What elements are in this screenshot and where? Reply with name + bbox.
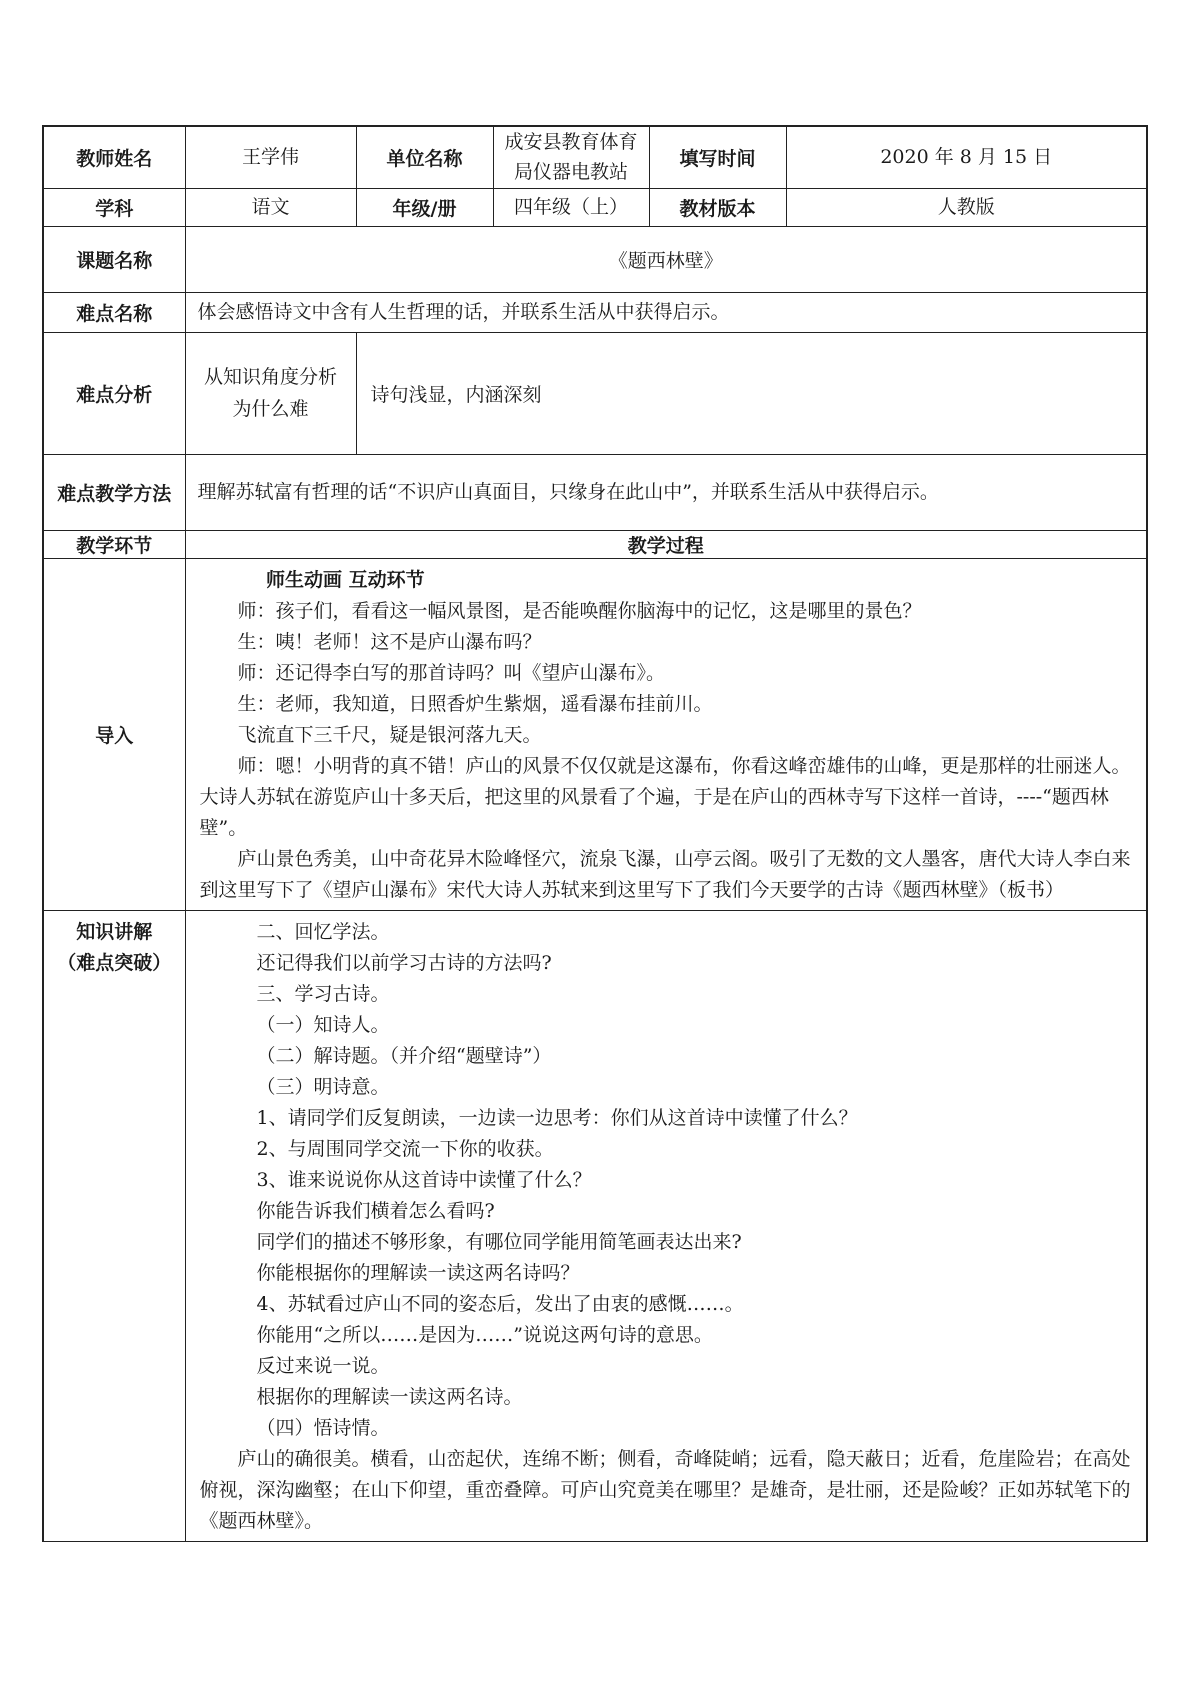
intro-label: 导入 bbox=[43, 558, 185, 910]
process-header: 教学过程 bbox=[185, 530, 1147, 558]
intro-line: 师：嗯！小明背的真不错！庐山的风景不仅仅就是这瀑布，你看这峰峦雄伟的山峰，更是那样的壮丽迷人。大诗人苏轼在游览庐山十多天后，把这里的风景看了个遍，于是在庐山的西林寺写下这样一首诗，----“题西林壁”。 bbox=[199, 754, 1131, 839]
knowledge-line: 2、与周围同学交流一下你的收获。 bbox=[256, 1137, 554, 1160]
intro-row bbox=[43, 558, 1147, 910]
knowledge-label bbox=[43, 910, 185, 1541]
difficulty-row bbox=[43, 292, 1147, 332]
lesson-plan-table bbox=[42, 125, 1148, 1542]
knowledge-line: 根据你的理解读一读这两名诗。 bbox=[256, 1385, 523, 1408]
knowledge-line: （一）知诗人。 bbox=[256, 1013, 390, 1036]
fill-date-value: 2020 年 8 月 15 日 bbox=[786, 126, 1147, 188]
knowledge-line: 你能用“之所以……是因为……”说说这两句诗的意思。 bbox=[256, 1323, 713, 1346]
method-row bbox=[43, 454, 1147, 530]
intro-line: 生：咦！老师！这不是庐山瀑布吗？ bbox=[237, 630, 542, 653]
intro-content bbox=[185, 558, 1147, 910]
header-row-2 bbox=[43, 188, 1147, 226]
knowledge-content bbox=[185, 910, 1147, 1541]
knowledge-line: 庐山的确很美。横看，山峦起伏，连绵不断；侧看，奇峰陡峭；远看，隐天蔽日；近看，危崖险岩；在高处俯视，深沟幽壑；在山下仰望，重峦叠障。可庐山究竟美在哪里？是雄奇，是壮丽，还是险峻？正如苏轼笔下的《题西林壁》。 bbox=[199, 1447, 1131, 1532]
grade-label: 年级/册 bbox=[356, 188, 493, 226]
knowledge-line: 还记得我们以前学习古诗的方法吗? bbox=[256, 951, 552, 974]
unit-name-value bbox=[493, 126, 649, 188]
knowledge-label-line-2: （难点突破） bbox=[57, 951, 172, 974]
knowledge-line: 1、请同学们反复朗读，一边读一边思考：你们从这首诗中读懂了什么？ bbox=[256, 1106, 858, 1129]
topic-row bbox=[43, 226, 1147, 292]
method-label: 难点教学方法 bbox=[43, 454, 185, 530]
intro-line: 师：还记得李白写的那首诗吗？叫《望庐山瀑布》。 bbox=[237, 661, 666, 684]
analysis-sub-line-2: 为什么难 bbox=[232, 398, 309, 420]
header-row-1 bbox=[43, 126, 1147, 188]
grade-value: 四年级（上） bbox=[493, 188, 649, 226]
knowledge-label-line-1: 知识讲解 bbox=[76, 920, 153, 943]
intro-line: 飞流直下三千尺，疑是银河落九天。 bbox=[237, 723, 542, 746]
analysis-sub-label bbox=[185, 332, 356, 454]
edition-value: 人教版 bbox=[786, 188, 1147, 226]
knowledge-line: 你能根据你的理解读一读这两名诗吗？ bbox=[256, 1261, 580, 1284]
process-header-row bbox=[43, 530, 1147, 558]
knowledge-line: 你能告诉我们横着怎么看吗? bbox=[256, 1199, 495, 1222]
knowledge-line: （三）明诗意。 bbox=[256, 1075, 390, 1098]
topic-label: 课题名称 bbox=[43, 226, 185, 292]
difficulty-value: 体会感悟诗文中含有人生哲理的话，并联系生活从中获得启示。 bbox=[185, 292, 1147, 332]
topic-title: 《题西林壁》 bbox=[185, 226, 1147, 292]
subject-value: 语文 bbox=[185, 188, 356, 226]
method-value: 理解苏轼富有哲理的话“不识庐山真面目，只缘身在此山中”，并联系生活从中获得启示。 bbox=[185, 454, 1147, 530]
teacher-name-value: 王学伟 bbox=[185, 126, 356, 188]
analysis-value: 诗句浅显，内涵深刻 bbox=[356, 332, 1147, 454]
subject-label: 学科 bbox=[43, 188, 185, 226]
teacher-name-label: 教师姓名 bbox=[43, 126, 185, 188]
intro-line: 庐山景色秀美，山中奇花异木险峰怪穴，流泉飞瀑，山亭云阁。吸引了无数的文人墨客，唐代大诗人李白来到这里写下了《望庐山瀑布》宋代大诗人苏轼来到这里写下了我们今天要学的古诗《题西林壁》（板书） bbox=[199, 847, 1131, 901]
unit-name-line-2: 局仪器电教站 bbox=[513, 161, 628, 184]
fill-date-label: 填写时间 bbox=[649, 126, 786, 188]
intro-line: 师：孩子们，看看这一幅风景图，是否能唤醒你脑海中的记忆，这是哪里的景色？ bbox=[237, 599, 922, 622]
analysis-label: 难点分析 bbox=[43, 332, 185, 454]
knowledge-line: （二）解诗题。（并介绍“题壁诗”） bbox=[256, 1044, 552, 1067]
unit-name-label: 单位名称 bbox=[356, 126, 493, 188]
stage-header: 教学环节 bbox=[43, 530, 185, 558]
analysis-row bbox=[43, 332, 1147, 454]
knowledge-line: （四）悟诗情。 bbox=[256, 1416, 390, 1439]
knowledge-line: 三、学习古诗。 bbox=[256, 982, 390, 1005]
intro-heading: 师生动画 互动环节 bbox=[266, 568, 425, 591]
unit-name-line-1: 成安县教育体育 bbox=[504, 131, 638, 154]
knowledge-line: 同学们的描述不够形象，有哪位同学能用简笔画表达出来? bbox=[256, 1230, 742, 1253]
knowledge-line: 4、苏轼看过庐山不同的姿态后，发出了由衷的感慨……。 bbox=[256, 1292, 744, 1315]
difficulty-label: 难点名称 bbox=[43, 292, 185, 332]
knowledge-line: 3、谁来说说你从这首诗中读懂了什么？ bbox=[256, 1168, 592, 1191]
analysis-sub-line-1: 从知识角度分析 bbox=[203, 366, 337, 388]
knowledge-line: 反过来说一说。 bbox=[256, 1354, 390, 1377]
knowledge-line: 二、回忆学法。 bbox=[256, 920, 390, 943]
intro-line: 生：老师，我知道，日照香炉生紫烟，遥看瀑布挂前川。 bbox=[237, 692, 713, 715]
knowledge-row bbox=[43, 910, 1147, 1541]
edition-label: 教材版本 bbox=[649, 188, 786, 226]
